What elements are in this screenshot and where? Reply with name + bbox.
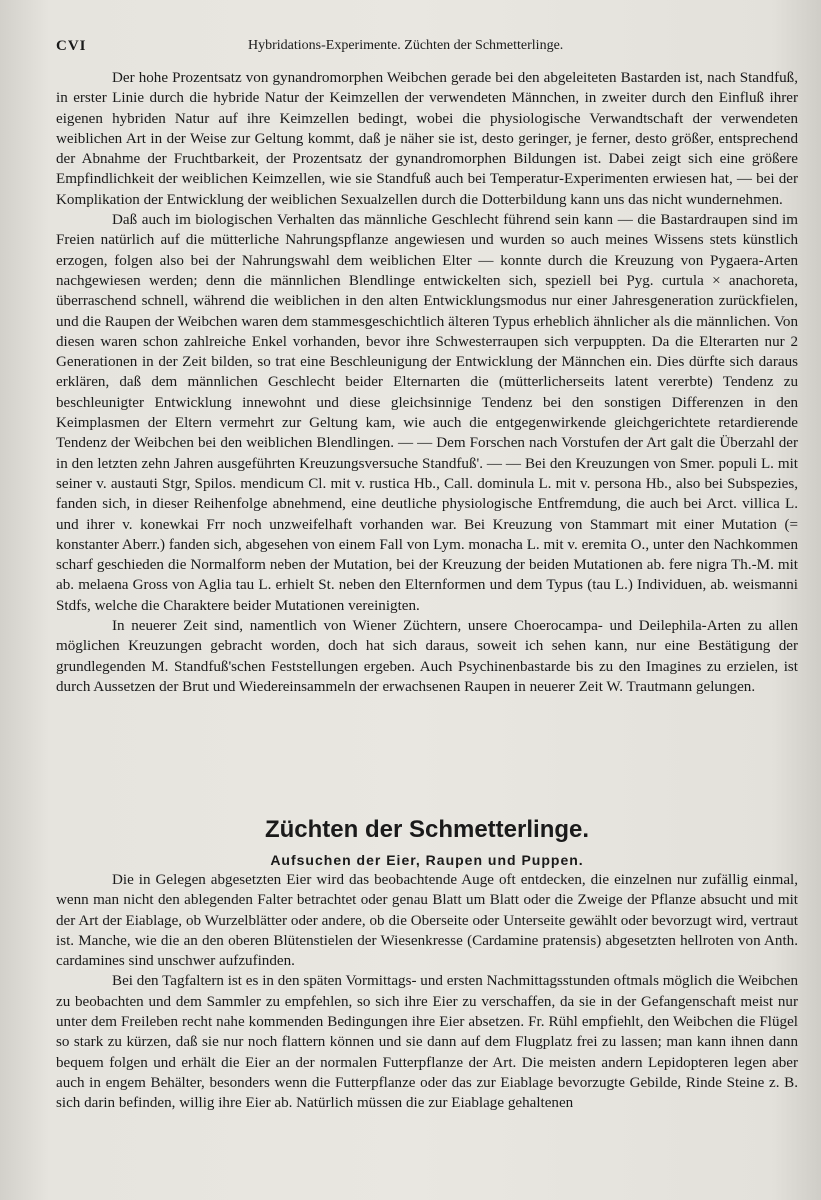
paragraph: Die in Gelegen abgesetzten Eier wird das beobachtende Auge oft entdecken, die einzelnen nur zufällig einmal, wenn man nicht den ablegenden Falter betrachtet oder genau Blatt um Blatt oder die Zweige der Pflanze absucht und mit der Art der Eiablage, ob Wurzelblätter oder andere, ob die Oberseite oder Unterseite gewählt oder bevorzugt wird, vertraut ist. Manche, wie die an den oberen Blütenstielen der Wiesenkresse (Cardamine pratensis) abgesetzten hellroten von Anth. cardamines sind unschwer aufzufinden. (56, 872, 798, 970)
section-title: Züchten der Schmetterlinge. (264, 816, 590, 843)
section-heading-block (56, 814, 798, 870)
paragraph: Der hohe Prozentsatz von gynandromorphen Weibchen gerade bei den abgeleiteten Bastarden ist, nach Standfuß, in erster Linie durch die hybride Natur der Keimzellen der verwendeten Männchen, in zweiter durch den Einfluß ihrer eigenen hybriden Natur auf ihre Keimzellen bedingt, wobei die physiologische Verwandtschaft der verwendeten weiblichen Art in der Weise zur Geltung kommt, daß je näher sie ist, desto geringer, je ferner, desto größer, entsprechend der Abnahme der Fruchtbarkeit, der Prozentsatz der gynandromorphen Bildungen ist. Dabei zeigt sich eine größere Empfindlichkeit der weiblichen Keimzellen, wie sie Standfuß auch bei Temperatur-Experimenten erwiesen hat, — bei der Komplikation der Entwicklung der weiblichen Sexualzellen durch die Dotterbildung kann uns das nicht wundernehmen. (56, 70, 798, 208)
paragraph: Bei den Tagfaltern ist es in den späten Vormittags- und ersten Nachmittagsstunden oftmals möglich die Weibchen zu beobachten und dem Sammler zu empfehlen, so sich ihre Eier zu verschaffen, da sie in der Gefangenschaft meist nur unter dem Freileben recht nahe kommenden Bedingungen ihre Eier absetzen. Fr. Rühl empfiehlt, den Weibchen die Flügel so stark zu kürzen, daß sie nur noch flattern können und sie dann auf dem Flugplatz frei zu lassen; man kann ihnen dann bequem folgen und erhält die Eier an der normalen Futterpflanze der Art. Die meisten andern Lepidopteren legen aber auch in engem Behälter, besonders wenn die Futterpflanze oder das zur Eiablage bevorzugte Gebilde, Rinde Steine z. B. sich darin befinden, willig ihre Eier ab. Natürlich müssen die zur Eiablage gehaltenen (56, 973, 798, 1112)
running-head: Hybridations-Experimente. Züchten der Schmetterlinge. (248, 38, 564, 53)
body-text (56, 68, 798, 697)
paragraph: In neuerer Zeit sind, namentlich von Wiener Züchtern, unsere Choerocampa- und Deilephila-Arten zu allen möglichen Kreuzungen gebracht worden, doch hat sich daraus, soweit ich sehen kann, nur eine Bestätigung der grundlegenden M. Standfuß'schen Feststellungen ergeben. Auch Psychinenbastarde bis zu den Imagines zu erzielen, ist durch Aussetzen der Brut und Wiedereinsammeln der erwachsenen Raupen in neuerer Zeit W. Trautmann gelungen. (56, 618, 798, 695)
page-number: CVI (56, 38, 87, 54)
section-subtitle: Aufsuchen der Eier, Raupen und Puppen. (270, 852, 584, 868)
paragraph: Daß auch im biologischen Verhalten das männliche Geschlecht führend sein kann — die Bastardraupen sind im Freien natürlich auf die mütterliche Nahrungspflanze angewiesen und wurden so auch meines Wissens stets künstlich erzogen, folgen also bei der Nahrungswahl dem weiblichen Elter — konnte durch die Kreuzung von Pygaera-Arten nachgewiesen werden; denn die männlichen Blendlinge entwickelten sich, speziell bei Pyg. curtula × anachoreta, überraschend schnell, während die weiblichen in den alten Entwicklungsmodus nur einer Jahresgeneration zurückfielen, und die Raupen der Weibchen waren dem stammesgeschichtlich älteren Typus erheblich ähnlicher als die männlichen. Von diesen waren schon zahlreiche Enkel vorhanden, bevor ihre Schwesterraupen sich verpuppten. Da die Elterarten nur 2 Generationen in der Zeit bilden, so trat eine Beschleunigung der Entwicklung der Männchen ein. Dies dürfte sich daraus erklären, daß dem männlichen Geschlecht beider Elternarten die (mütterlicherseits latent vererbte) Tendenz zu beschleunigter Entwicklung innewohnt und diese gleichsinnige Tendenz bei den sonstigen Differenzen in den Keimplasmen der Eltern vermehrt zur Geltung kam, wie auch die entgegenwirkende gleichgerichtete retardierende Tendenz der Weibchen bei den weiblichen Blendlingen. — — Dem Forschen nach Vorstufen der Art galt die Überzahl der in den letzten zehn Jahren ausgeführten Kreuzungsversuche Standfuß'. — — Bei den Kreuzungen von Smer. populi L. mit seiner v. austauti Stgr, Spilos. mendicum Cl. mit v. rustica Hb., Call. dominula L. mit v. persona Hb., also bei Subspezies, fanden sich, in dieser Reihenfolge abnehmend, eine deutliche physiologische Entfremdung, die auch bei Arct. villica L. und ihrer v. konewkai Frr noch unzweifelhaft vorhanden war. Bei Kreuzung von Stammart mit einer Mutation (= konstanter Aberr.) fanden sich, abgesehen von einem Fall von Lym. monacha L. mit v. eremita O., unter den Nachkommen scharf geschieden die Normalform neben der Mutation, bei der Kreuzung der beiden Mutationen ab. fere nigra Th.-M. mit ab. melaena Gross von Aglia tau L. erhielt St. neben den Elternformen und dem Typus (tau L.) Individuen, ab. weismanni Stdfs, welche die Charaktere beider Mutationen vereinigten. (56, 212, 798, 614)
page-header (56, 38, 781, 60)
section-body-text (56, 870, 798, 1114)
